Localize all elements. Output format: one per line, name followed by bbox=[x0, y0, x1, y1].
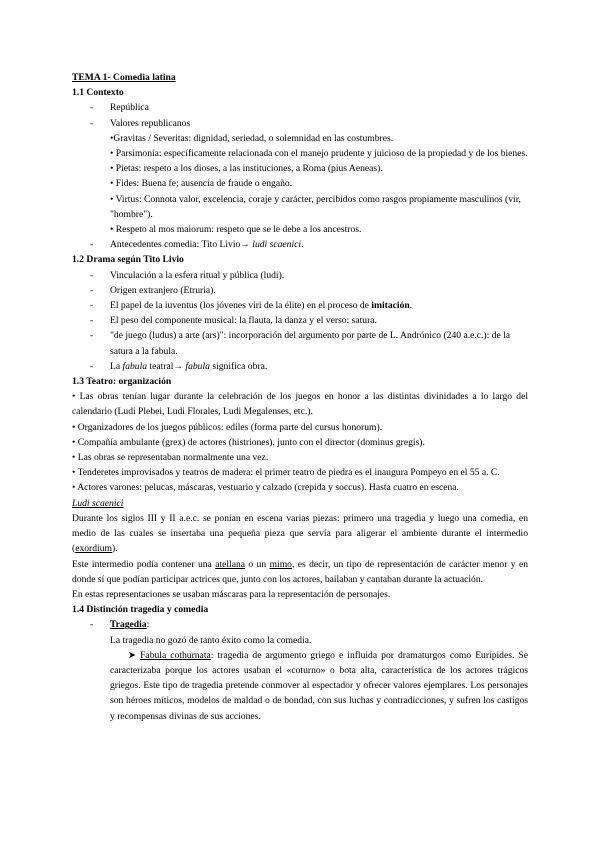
section-1-1-heading: 1.1 Contexto bbox=[72, 87, 124, 99]
ludi-scaenici-heading: Ludi scaenici bbox=[72, 497, 124, 509]
org-bullet: • Organizadores de los juegos públicos: ediles (forma parte del cursus honorum). bbox=[72, 421, 383, 433]
list-item: - Antecedentes comedia: Tito Livio→ ludi scaenici. bbox=[72, 237, 528, 252]
arrow-icon: ➤ bbox=[128, 649, 141, 661]
org-bullet: • Las obras se representaban normalmente una vez. bbox=[72, 452, 269, 464]
value-bullet: •Gravitas / Severitas: dignidad, seriedad, o solemnidad en las costumbres. bbox=[110, 132, 394, 144]
section-1-4-heading: 1.4 Distinción tragedia y comedia bbox=[72, 604, 209, 616]
section-1-2-heading: 1.2 Drama según Tito Livio bbox=[72, 254, 184, 266]
list-item bbox=[72, 116, 528, 238]
org-bullet: • Compañía ambulante (grex) de actores (histriones), junto con el director (dominus gregis). bbox=[72, 436, 425, 448]
list-item: - El papel de la iuventus (los jóvenes viri de la élite) en el proceso de imitación. bbox=[72, 298, 528, 313]
paragraph: Durante los siglos III y II a.e.c. se ponían en escena varias piezas: primero una tragedia y luego una comedia, en medio de las cuales se insertaba una pequeña pieza que servía para aligerar el ambiente durante el intermedio (exordium). bbox=[72, 512, 528, 555]
list-item: - Tragedia: La tragedia no gozó de tanto éxito como la comedia. ➤ Fabula cothurnata: tragedia de argumento griego e influida por dramaturgos como Eurípides. Se caracterizaba porque los actores usaban el «coturno» o bota alta, característica de los actores trágicos griegos. Este tipo de tragedia pretende conmover al espectador y ofrecer valores ejemplares. Los personajes son héroes míticos, modelos de maldad o de bondad, con sus luchas y contradicciones, y sufren los castigos y recompensas divinas de sus acciones. bbox=[72, 617, 528, 723]
paragraph: Este intermedio podía contener una atellana o un mimo, es decir, un tipo de representación de carácter menor y en donde sí que podían participar actrices que, junto con los actores, bailaban y cantaban durante la actuación. bbox=[72, 558, 529, 585]
value-bullet: • Fides: Buena fe; ausencia de fraude o engaño. bbox=[110, 178, 293, 190]
document-title: TEMA 1- Comedia latina bbox=[72, 72, 176, 83]
value-bullet: • Virtus: Connota valor, excelencia, coraje y carácter, percibidos como rasgos propiamente masculinos (vir, "hombre"). bbox=[110, 193, 521, 220]
list-item: - Origen extranjero (Etruria). bbox=[72, 283, 528, 298]
document-page bbox=[72, 70, 528, 724]
list-item: - El peso del componente musical: la flauta, la danza y el verso: satura. bbox=[72, 313, 528, 328]
org-bullet: • Tenderetes improvisados y teatros de madera: el primer teatro de piedra es el inaugura Pompeyo en el 55 a. C. bbox=[72, 467, 500, 479]
list-item: - "de juego (ludus) a arte (ars)": incorporación del argumento por parte de L. Andrónico (240 a.e.c.): de la satura a la fabula. bbox=[72, 328, 528, 358]
section-1-3-heading: 1.3 Teatro: organización bbox=[72, 376, 172, 388]
list-item: - La fabula teatral→ fabula significa obra. bbox=[72, 359, 528, 374]
paragraph: La tragedia no gozó de tanto éxito como la comedia. bbox=[110, 634, 312, 646]
value-bullet: • Respeto al mos maiorum: respeto que se le debe a los ancestros. bbox=[110, 224, 362, 236]
org-bullet: • Actores varones: pelucas, máscaras, vestuario y calzado (crepida y soccus). Hasta cuatro en escena. bbox=[72, 482, 459, 494]
list-item: - República bbox=[72, 100, 528, 115]
org-bullet: • Las obras tenían lugar durante la celebración de los juegos en honor a las distintas divinidades a lo largo del calendario (Ludi Plebei, Ludi Florales, Ludi Megalenses, etc.). bbox=[72, 391, 528, 418]
list-item: - Vinculación a la esfera ritual y pública (ludi). bbox=[72, 268, 528, 283]
value-bullet: • Parsimonia: específicamente relacionada con el manejo prudente y juicioso de la propiedad y de los bienes. bbox=[110, 148, 528, 160]
paragraph: ➤ Fabula cothurnata: tragedia de argumento griego e influida por dramaturgos como Eurípides. Se caracterizaba porque los actores usaban el «coturno» o bota alta, característica de los actores trágicos griegos. Este tipo de tragedia pretende conmover al espectador y ofrecer valores ejemplares. Los personajes son héroes míticos, modelos de maldad o de bondad, con sus luchas y contradicciones, y sufren los castigos y recompensas divinas de sus acciones. bbox=[110, 649, 529, 722]
ludi-scaenici-term: ludi scaenici bbox=[252, 239, 302, 251]
tragedia-label: Tragedia bbox=[110, 619, 147, 631]
imitacion-term: imitación bbox=[371, 300, 410, 312]
paragraph: En estas representaciones se usaban máscaras para la representación de personajes. bbox=[72, 588, 391, 600]
value-bullet: • Pietas: respeto a los dioses, a las instituciones, a Roma (pius Aeneas). bbox=[110, 163, 383, 175]
list-item-text: Valores republicanos bbox=[110, 117, 191, 129]
